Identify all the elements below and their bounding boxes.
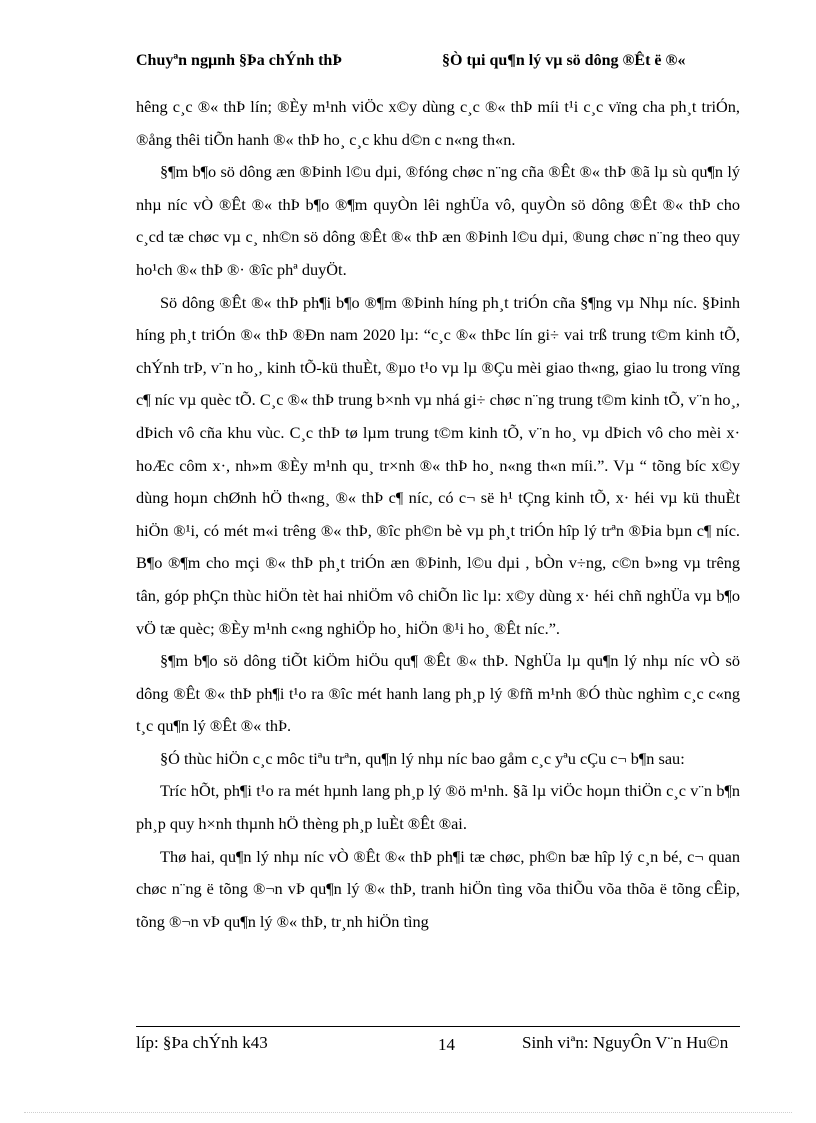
page-bottom-divider (24, 1112, 792, 1113)
paragraph: Sö dông ®Êt ®« thÞ ph¶i b¶o ®¶m ®Þinh híng ph¸t triÓn cña §¶ng vµ Nhµ níc. §Þinh híng ph¸t triÓn ®« thÞ ®Ðn nam 2020 lµ: “c¸c ®« thÞc lín gi÷ vai trß trung t©m kinh tÕ, chÝnh trÞ, v¨n ho¸, kinh tÕ-kü thuÈt, ®µo t¹o vµ lµ ®Çu mèi giao th«ng, giao lu trong vïng c¶ níc vµ quèc tÕ. C¸c ®« thÞ trung b×nh vµ nhá gi÷ chøc n¨ng trung t©m kinh tÕ, v¨n ho¸, dÞich vô cña khu vùc. C¸c thÞ tø lµm trung t©m kinh tÕ, v¨n ho¸ vµ dÞich vô cho mèi x· hoÆc côm x·, nh»m ®Èy m¹nh qu¸ tr×nh ®« thÞ ho¸ n«ng th«n míi.”. Vµ “ tõng bíc x©y dùng hoµn chØnh hÖ th«ng¸ ®« thÞ c¶ níc, có c¬ së h¹ tÇng kinh tÕ, x· héi vµ kü thuÈt hiÖn ®¹i, có mét m«i trêng ®« thÞ, ®îc ph©n bè vµ ph¸t triÓn hîp lý trªn ®Þia bµn c¶ níc. B¶o ®¶m cho mçi ®« thÞ ph¸t triÓn æn ®Þinh, l©u dµi , bÒn v÷ng, c©n b»ng vµ trêng tân, góp phÇn thùc hiÖn tèt hai nhiÖm vô chiÕn lìc lµ: x©y dùng x· héi chñ nghÜa vµ b¶o vÖ tæ quèc; ®Èy m¹nh c«ng nghiÖp ho¸ hiÖn ®¹i ho¸ ®Êt níc.”. (136, 292, 740, 638)
paragraph: §Ó thùc hiÖn c¸c môc tiªu trªn, qu¶n lý nhµ níc bao gåm c¸c yªu cÇu c¬ b¶n sau: (160, 748, 685, 768)
paragraph: Tríc hÕt, ph¶i t¹o ra mét hµnh lang ph¸p lý ®ö m¹nh. §ã lµ viÖc hoµn thiÖn c¸c v¨n b¶n ph¸p quy h×nh thµnh hÖ thèng ph¸p luÈt ®Êt ®ai. (136, 781, 740, 834)
paragraph: hêng c¸c ®« thÞ lín; ®Èy m¹nh viÖc x©y dùng c¸c ®« thÞ míi t¹i c¸c vïng cha ph¸t triÓn, ®ång thêi tiÕn hanh ®« thÞ ho¸ c¸c khu d©n c n«ng th«n. (136, 97, 740, 149)
paragraph: Thø hai, qu¶n lý nhµ níc vÒ ®Êt ®« thÞ ph¶i tæ chøc, ph©n bæ hîp lý c¸n bé, c¬ quan chøc n¨ng ë tõng ®¬n vÞ qu¶n lý ®« thÞ, tranh hiÖn tìng võa thiÕu võa thõa ë tõng cÊip, tõng ®¬n vÞ qu¶n lý ®« thÞ, tr¸nh hiÖn tìng (136, 846, 740, 931)
page-number: 14 (438, 1035, 455, 1054)
body-text (136, 91, 740, 938)
header-left-title: Chuyªn ngµnh §Þa chÝnh thÞ (136, 52, 343, 69)
footer-student-label: Sinh viªn: NguyÔn V¨n Hu©n (522, 1033, 729, 1052)
footer-class-label: líp: §Þa chÝnh k43 (136, 1033, 268, 1052)
footer-divider (136, 1026, 740, 1027)
paragraph: §¶m b¶o sö dông tiÕt kiÖm hiÖu qu¶ ®Êt ®« thÞ. NghÜa lµ qu¶n lý nhµ níc vÒ sö dông ®Êt ®« thÞ ph¶i t¹o ra ®îc mét hanh lang ph¸p lý ®fñ m¹nh ®Ó thùc nghìm c¸c c«ng t¸c qu¶n lý ®Êt ®« thÞ. (136, 651, 740, 736)
paragraph: §¶m b¶o sö dông æn ®Þinh l©u dµi, ®fóng chøc n¨ng cña ®Êt ®« thÞ ®ã lµ sù qu¶n lý nhµ níc vÒ ®Êt ®« thÞ b¶o ®¶m quyÒn lêi nghÜa vô, quyÒn sö dông ®Êt ®« thÞ cho c¸cd tæ chøc vµ c¸ nh©n sö dông ®Êt ®« thÞ æn ®Þinh l©u dµi, ®ung chøc n¨ng theo quy ho¹ch ®« thÞ ®· ®îc phª duyÖt. (136, 162, 740, 279)
header-right-title: §Ò tµi qu¶n lý vµ sö dông ®Êt ë ®« (442, 52, 686, 69)
